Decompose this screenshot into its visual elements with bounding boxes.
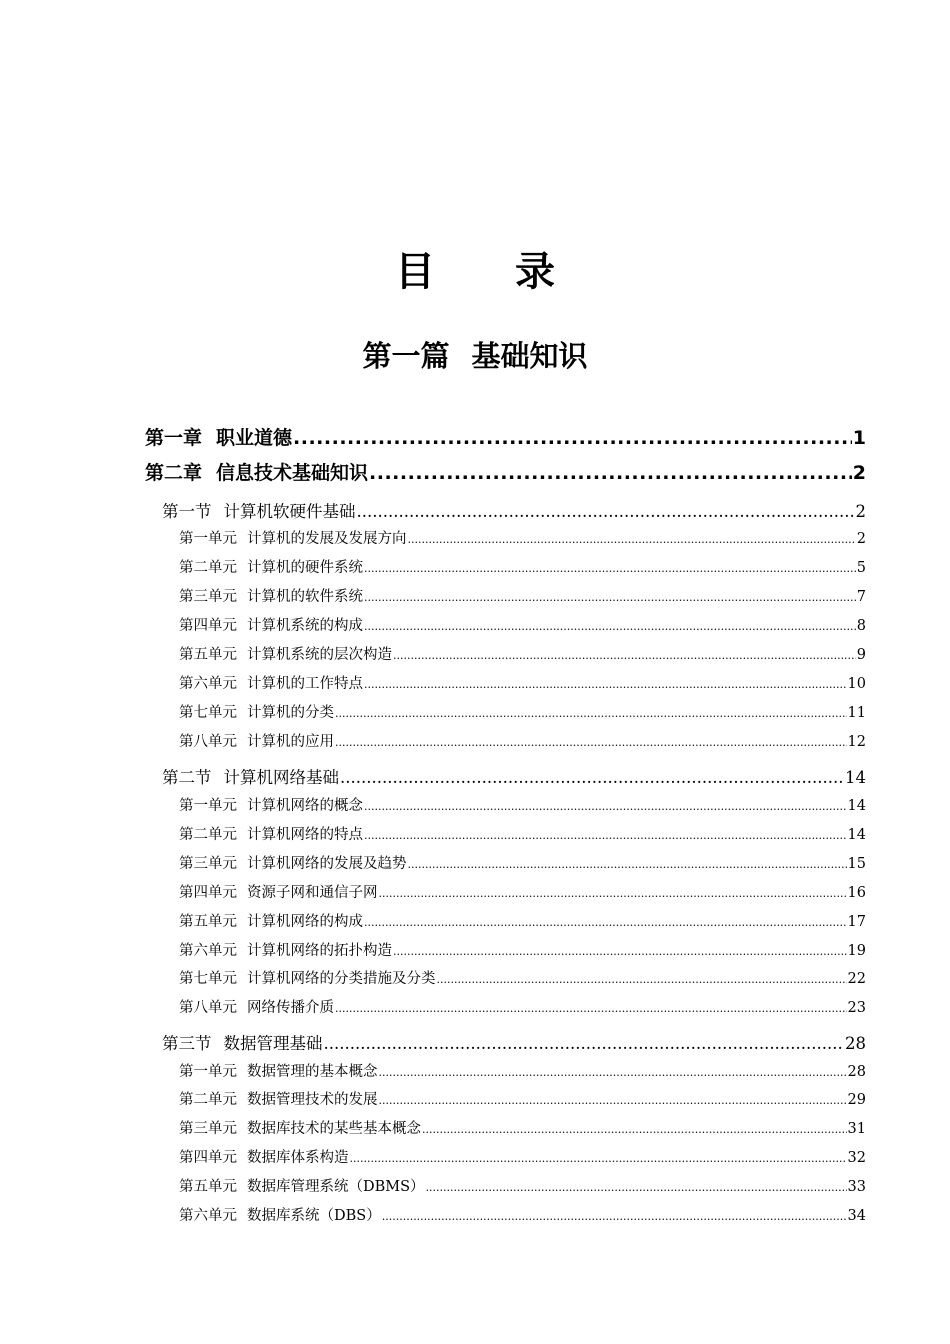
toc-entry-label: [145, 458, 368, 485]
toc-entry-number: 第八单元: [179, 734, 237, 750]
toc-entry-number: 第六单元: [179, 676, 237, 692]
toc-entry-level-3[interactable]: [179, 967, 866, 988]
toc-entry-text: 计算机网络的分类措施及分类: [247, 971, 436, 987]
toc-entry-level-3[interactable]: [179, 939, 866, 960]
toc-entry-level-1[interactable]: [145, 423, 866, 450]
toc-page-number: 31: [847, 1121, 866, 1137]
toc-page-number: 32: [847, 1150, 866, 1166]
toc-entry-label: [162, 764, 339, 788]
toc-dot-leader: [364, 676, 847, 692]
toc-page-number: 14: [845, 768, 866, 787]
toc-entry-text: 数据库管理系统（DBMS）: [247, 1179, 425, 1195]
toc-entry-number: 第八单元: [179, 1000, 237, 1016]
toc-entry-level-2[interactable]: [162, 498, 866, 522]
toc-page-number: 16: [847, 885, 866, 901]
toc-entry-text: 计算机软硬件基础: [223, 502, 356, 521]
toc-entry-label: [179, 701, 334, 722]
toc-dot-leader: [364, 914, 847, 930]
toc-entry-text: 数据管理技术的发展: [247, 1092, 378, 1108]
toc-page-number: 22: [847, 971, 866, 987]
toc-entry-label: [179, 643, 392, 664]
toc-entry-number: 第一章: [145, 427, 203, 449]
toc-page-number: 34: [847, 1208, 866, 1224]
toc-page-number: 33: [847, 1179, 866, 1195]
toc-page-number: 28: [847, 1064, 866, 1080]
toc-entry-label: [179, 614, 363, 635]
toc-page-number: 23: [847, 1000, 866, 1016]
toc-entry-text: 信息技术基础知识: [216, 462, 369, 484]
toc-entry-text: 数据管理基础: [223, 1034, 323, 1053]
toc-entry-label: [179, 1088, 378, 1109]
toc-entry-text: 计算机网络的拓扑构造: [247, 943, 392, 959]
toc-page-number: 10: [847, 676, 866, 692]
toc-entry-level-3[interactable]: [179, 701, 866, 722]
toc-dot-leader: [324, 1034, 845, 1053]
toc-page-number: 7: [856, 589, 866, 605]
toc-entry-level-3[interactable]: [179, 1060, 866, 1081]
toc-dot-leader: [379, 885, 847, 901]
toc-entry-text: 计算机的应用: [247, 734, 334, 750]
toc-entry-text: 计算机系统的层次构造: [247, 647, 392, 663]
toc-entry-number: 第六单元: [179, 943, 237, 959]
toc-entry-number: 第一单元: [179, 798, 237, 814]
toc-page-number: 14: [847, 798, 866, 814]
toc-entry-number: 第三单元: [179, 856, 237, 872]
toc-entry-number: 第三单元: [179, 589, 237, 605]
toc-dot-leader: [340, 768, 844, 787]
toc-page-number: 9: [856, 647, 866, 663]
toc-entry-level-3[interactable]: [179, 1175, 866, 1196]
toc-entry-label: [179, 527, 407, 548]
toc-entry-label: [179, 823, 363, 844]
toc-entry-text: 数据管理的基本概念: [247, 1064, 378, 1080]
toc-dot-leader: [350, 1150, 847, 1166]
toc-entry-number: 第二单元: [179, 827, 237, 843]
toc-entry-level-3[interactable]: [179, 614, 866, 635]
toc-entry-level-3[interactable]: [179, 996, 866, 1017]
toc-entry-text: 数据库技术的某些基本概念: [247, 1121, 421, 1137]
toc-entry-label: [179, 967, 436, 988]
toc-entry-text: 计算机的发展及发展方向: [247, 531, 407, 547]
toc-entry-number: 第五单元: [179, 647, 237, 663]
toc-title: [0, 240, 950, 297]
toc-entry-text: 资源子网和通信子网: [247, 885, 378, 901]
toc-entry-label: [179, 1117, 421, 1138]
toc-page-number: 29: [847, 1092, 866, 1108]
toc-entry-level-3[interactable]: [179, 1204, 866, 1225]
toc-entry-number: 第七单元: [179, 705, 237, 721]
toc-entry-level-3[interactable]: [179, 730, 866, 751]
toc-entry-label: [179, 794, 363, 815]
toc-entry-level-3[interactable]: [179, 1088, 866, 1109]
toc-entry-text: 计算机网络基础: [223, 768, 339, 787]
toc-entry-number: 第四单元: [179, 618, 237, 634]
toc-entry-text: 计算机的软件系统: [247, 589, 363, 605]
toc-entry-text: 计算机网络的概念: [247, 798, 363, 814]
toc-entry-level-3[interactable]: [179, 585, 866, 606]
toc-entry-text: 网络传播介质: [247, 1000, 334, 1016]
toc-entry-label: [179, 1146, 349, 1167]
toc-dot-leader: [393, 943, 847, 959]
toc-dot-leader: [379, 1064, 847, 1080]
toc-entry-level-3[interactable]: [179, 643, 866, 664]
toc-entry-level-2[interactable]: [162, 1030, 866, 1054]
toc-entry-level-3[interactable]: [179, 527, 866, 548]
toc-dot-leader: [426, 1179, 847, 1195]
toc-page-number: 14: [847, 827, 866, 843]
toc-entry-text: 计算机网络的特点: [247, 827, 363, 843]
toc-entry-number: 第四单元: [179, 1150, 237, 1166]
toc-entry-label: [179, 556, 363, 577]
toc-entry-number: 第二单元: [179, 560, 237, 576]
toc-dot-leader: [364, 798, 847, 814]
part-title-number: 第一篇: [362, 339, 450, 373]
toc-dot-leader: [364, 589, 856, 605]
part-title: [0, 334, 950, 375]
toc-page-number: 15: [847, 856, 866, 872]
toc-entry-number: 第六单元: [179, 1208, 237, 1224]
toc-entry-level-3[interactable]: [179, 910, 866, 931]
toc-entry-label: [162, 498, 356, 522]
toc-page-number: 12: [847, 734, 866, 750]
toc-entry-level-3[interactable]: [179, 852, 866, 873]
toc-title-left: 目: [395, 249, 435, 295]
toc-entry-text: 计算机系统的构成: [247, 618, 363, 634]
toc-dot-leader: [408, 531, 856, 547]
toc-entry-text: 计算机的工作特点: [247, 676, 363, 692]
toc-page-number: 5: [856, 560, 866, 576]
toc-dot-leader: [364, 618, 856, 634]
toc-dot-leader: [364, 827, 847, 843]
toc-dot-leader: [408, 856, 847, 872]
toc-dot-leader: [437, 971, 847, 987]
toc-page-number: 2: [855, 502, 866, 521]
toc-dot-leader: [369, 462, 852, 484]
toc-entry-number: 第二节: [162, 768, 212, 787]
toc-dot-leader: [335, 734, 847, 750]
toc-entry-label: [179, 996, 334, 1017]
toc-dot-leader: [379, 1092, 847, 1108]
toc-entry-number: 第三节: [162, 1034, 212, 1053]
toc-entry-level-3[interactable]: [179, 556, 866, 577]
toc-page-number: 19: [847, 943, 866, 959]
toc-entry-label: [179, 939, 392, 960]
toc-entry-number: 第一单元: [179, 531, 237, 547]
toc-entry-number: 第四单元: [179, 885, 237, 901]
part-title-name: 基础知识: [471, 339, 588, 373]
toc-entry-label: [162, 1030, 323, 1054]
toc-entry-label: [179, 1204, 381, 1225]
toc-entry-level-3[interactable]: [179, 672, 866, 693]
toc-page-number: 17: [847, 914, 866, 930]
toc-page-number: 2: [852, 462, 866, 484]
toc-dot-leader: [293, 427, 852, 449]
toc-dot-leader: [335, 705, 847, 721]
toc-page-number: 1: [852, 427, 866, 449]
toc-entry-text: 职业道德: [216, 427, 293, 449]
toc-entry-label: [179, 730, 334, 751]
toc-dot-leader: [382, 1208, 847, 1224]
toc-entry-text: 数据库系统（DBS）: [247, 1208, 381, 1224]
toc-entry-label: [145, 423, 292, 450]
toc-entry-number: 第一节: [162, 502, 212, 521]
toc-entry-level-3[interactable]: [179, 881, 866, 902]
toc-page-number: 28: [845, 1034, 866, 1053]
toc-entry-number: 第二章: [145, 462, 203, 484]
toc-entry-text: 计算机的硬件系统: [247, 560, 363, 576]
toc-entry-label: [179, 852, 407, 873]
toc-entry-number: 第五单元: [179, 1179, 237, 1195]
toc-page-number: 2: [856, 531, 866, 547]
toc-dot-leader: [393, 647, 856, 663]
toc-entry-level-3[interactable]: [179, 823, 866, 844]
toc-entry-number: 第三单元: [179, 1121, 237, 1137]
toc-entry-number: 第七单元: [179, 971, 237, 987]
toc-entry-label: [179, 672, 363, 693]
toc-dot-leader: [335, 1000, 847, 1016]
toc-entry-number: 第二单元: [179, 1092, 237, 1108]
toc-entry-label: [179, 1175, 425, 1196]
toc-entry-label: [179, 1060, 378, 1081]
toc-dot-leader: [364, 560, 856, 576]
toc-page-number: 11: [847, 705, 866, 721]
toc-title-right: 录: [515, 249, 555, 295]
toc-entry-text: 计算机网络的构成: [247, 914, 363, 930]
toc-page-number: 8: [856, 618, 866, 634]
toc-entry-text: 数据库体系构造: [247, 1150, 349, 1166]
toc-entry-label: [179, 585, 363, 606]
toc-entry-text: 计算机网络的发展及趋势: [247, 856, 407, 872]
toc-dot-leader: [357, 502, 855, 521]
toc-entry-level-3[interactable]: [179, 794, 866, 815]
toc-entry-level-3[interactable]: [179, 1117, 866, 1138]
toc-entry-number: 第五单元: [179, 914, 237, 930]
toc-entry-level-1[interactable]: [145, 458, 866, 485]
toc-entry-level-3[interactable]: [179, 1146, 866, 1167]
toc-entry-number: 第一单元: [179, 1064, 237, 1080]
toc-entry-label: [179, 881, 378, 902]
toc-entry-level-2[interactable]: [162, 764, 866, 788]
toc-dot-leader: [422, 1121, 847, 1137]
toc-entry-label: [179, 910, 363, 931]
toc-entry-text: 计算机的分类: [247, 705, 334, 721]
